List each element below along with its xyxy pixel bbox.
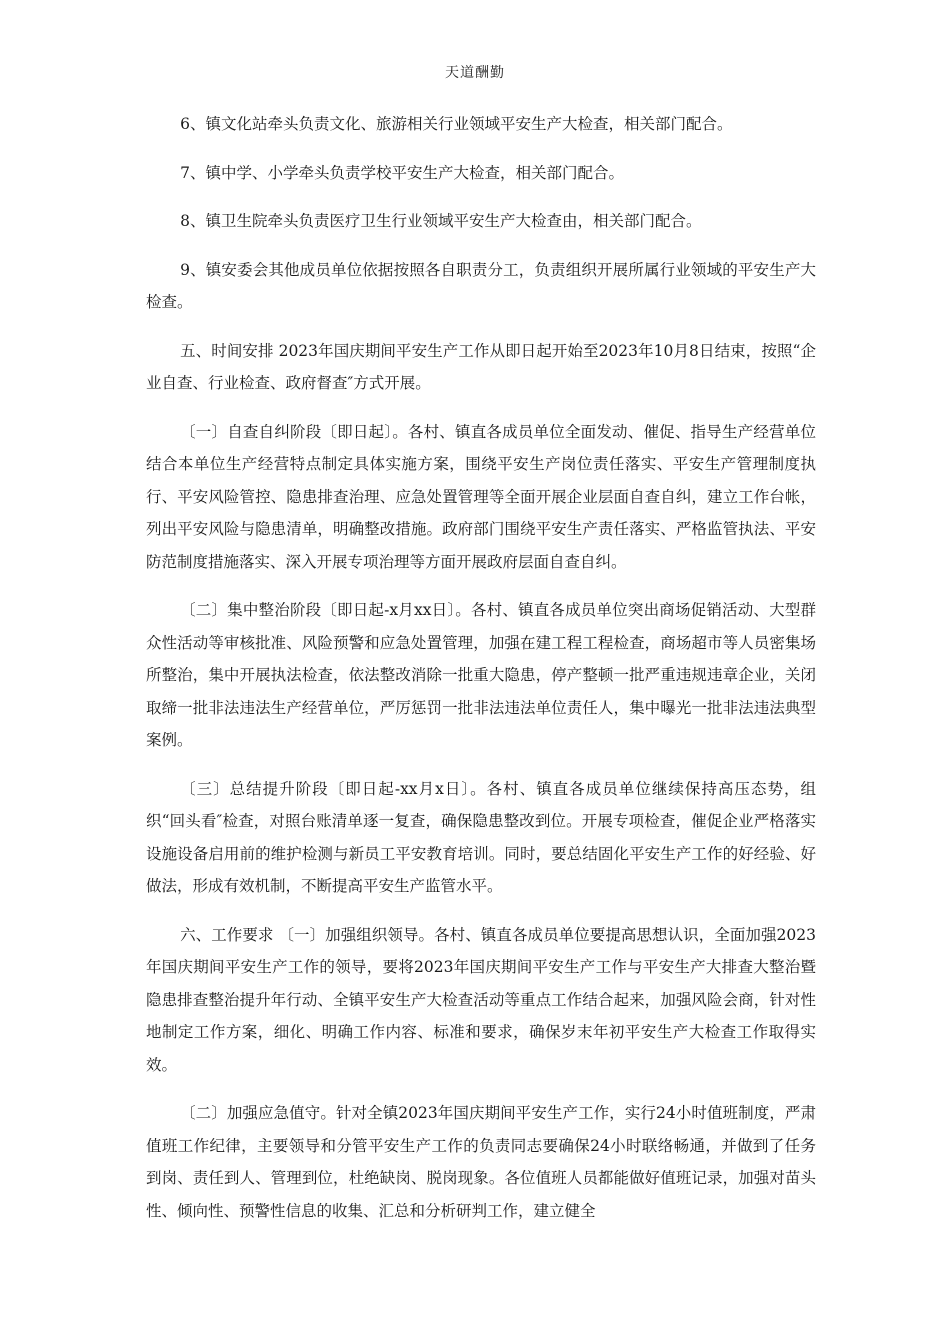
paragraph-item-9: 9、镇安委会其他成员单位依据按照各自职责分工，负责组织开展所属行业领域的平安生产大检查。	[146, 260, 816, 311]
paragraph-item-6: 6、镇文化站牵头负责文化、旅游相关行业领域平安生产大检查，相关部门配合。	[180, 115, 733, 133]
paragraph-item-8: 8、镇卫生院牵头负责医疗卫生行业领域平安生产大检查由，相关部门配合。	[180, 212, 702, 230]
paragraph-self-inspection-stage: 〔一〕自查自纠阶段〔即日起〕。各村、镇直各成员单位全面发动、催促、指导生产经营单位结合本单位生产经营特点制定具体实施方案，围绕平安生产岗位责任落实、平安生产管理制度执行、平安风险管控、隐患排查治理、应急处置管理等全面开展企业层面自查自纠，建立工作台帐，列出平安风险与隐患清单，明确整改措施。政府部门围绕平安生产责任落实、严格监管执法、平安防范制度措施落实、深入开展专项治理等方面开展政府层面自查自纠。	[146, 422, 816, 571]
page-header: 天道酬勤	[445, 65, 505, 81]
paragraph-item-7: 7、镇中学、小学牵头负责学校平安生产大检查，相关部门配合。	[180, 163, 624, 182]
paragraph-emergency-duty: 〔二〕加强应急值守。针对全镇2023年国庆期间平安生产工作，实行24小时值班制度，严肃值班工作纪律，主要领导和分管平安生产工作的负责同志要确保24小时联络畅通，并做到了任务到岗、责任到人、管理到位，杜绝缺岗、脱岗现象。各位值班人员都能做好值班记录，加强对苗头性、倾向性、预警性信息的收集、汇总和分析研判工作，建立健全	[146, 1104, 816, 1220]
paragraph-section-five-schedule: 五、时间安排 2023年国庆期间平安生产工作从即日起开始至2023年10月8日结束，按照“企业自查、行业检查、政府督查″方式开展。	[146, 341, 816, 392]
paragraph-summary-stage: 〔三〕总结提升阶段〔即日起-xx月x日〕。各村、镇直各成员单位继续保持高压态势，组织“回头看″检查，对照台账清单逐一复查，确保隐患整改到位。开展专项检查，催促企业严格落实设施设备启用前的维护检测与新员工平安教育培训。同时，要总结固化平安生产工作的好经验、好做法，形成有效机制，不断提高平安生产监管水平。	[146, 779, 816, 895]
paragraph-rectification-stage: 〔二〕集中整治阶段〔即日起-x月xx日〕。各村、镇直各成员单位突出商场促销活动、大型群众性活动等审核批准、风险预警和应急处置管理，加强在建工程工程检查，商场超市等人员密集场所整治，集中开展执法检查，依法整改消除一批重大隐患，停产整顿一批严重违规违章企业，关闭取缔一批非法违法生产经营单位，严厉惩罚一批非法违法单位责任人，集中曝光一批非法违法典型案例。	[146, 601, 816, 749]
document-body	[146, 108, 816, 1243]
paragraph-section-six-requirements: 六、工作要求 〔一〕加强组织领导。各村、镇直各成员单位要提高思想认识，全面加强2023年国庆期间平安生产工作的领导，要将2023年国庆期间平安生产工作与平安生产大排查大整治暨隐患排查整治提升年行动、全镇平安生产大检查活动等重点工作结合起来，加强风险会商，针对性地制定工作方案，细化、明确工作内容、标准和要求，确保岁末年初平安生产大检查工作取得实效。	[146, 925, 816, 1074]
